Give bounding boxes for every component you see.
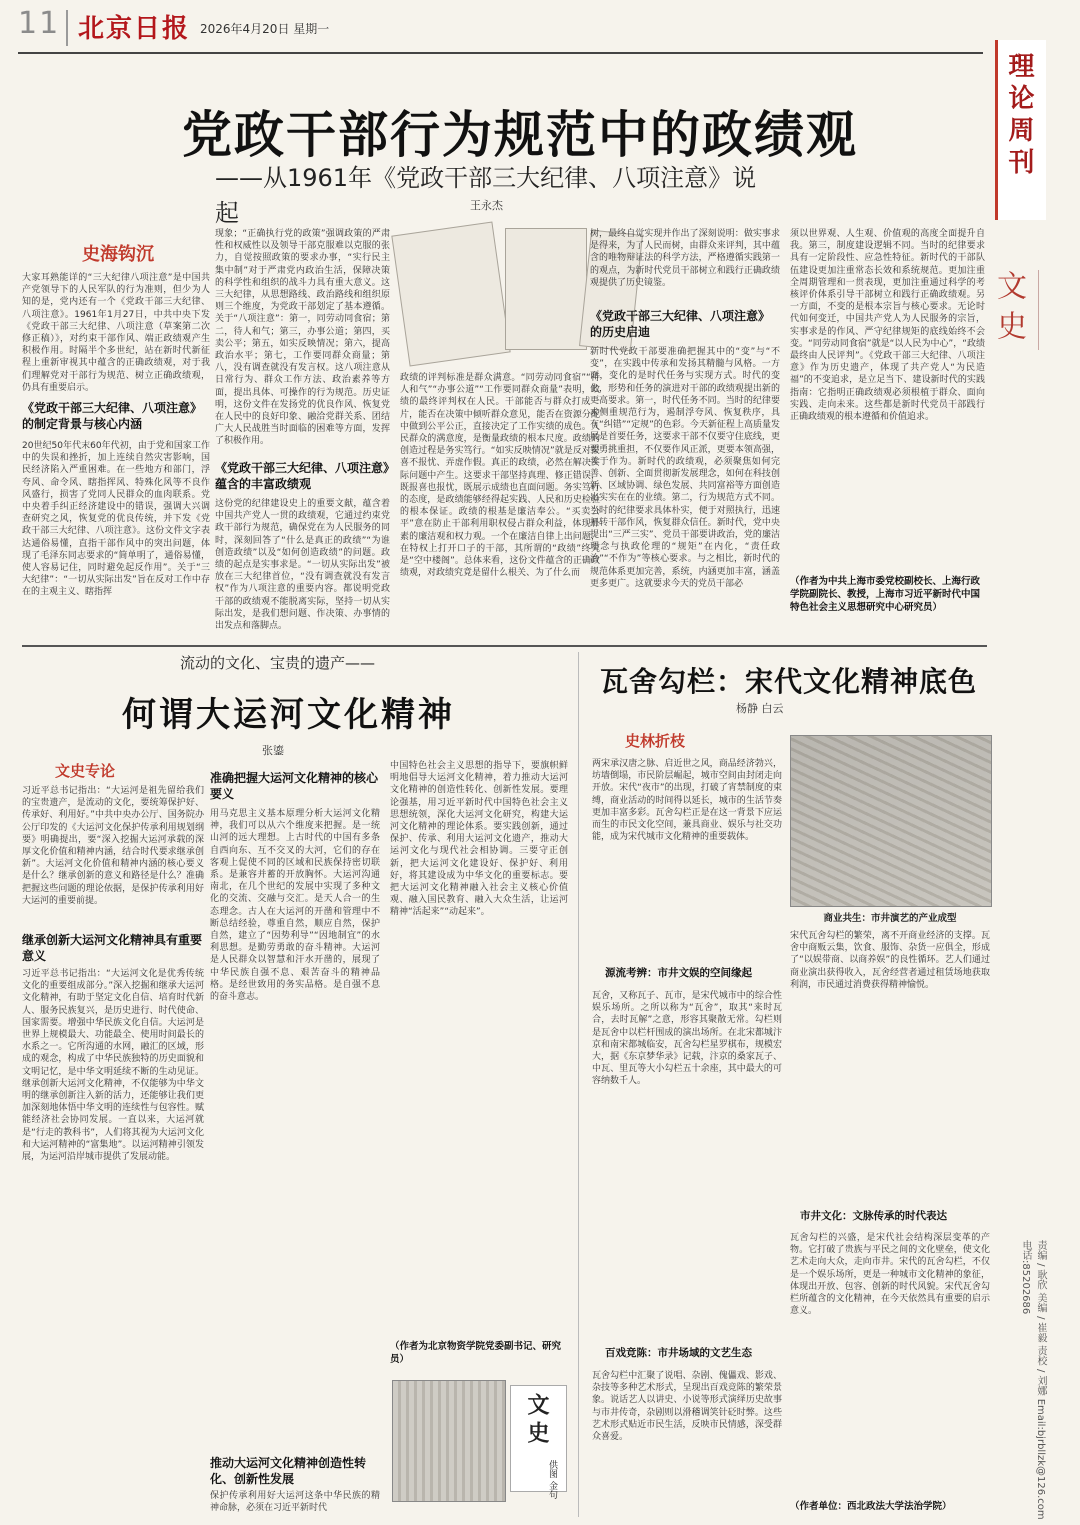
- section-divider: [22, 645, 987, 647]
- left-section-2-head: 准确把握大运河文化精神的核心要义: [210, 771, 379, 801]
- masthead-divider: [66, 10, 68, 46]
- wenshi-label: 文史: [524, 1393, 550, 1449]
- left-section-1-text: 习近平总书记指出：“大运河文化是优秀传统文化的重要组成部分。”深入挖掘和继承大运河文化精神，有助于坚定文化自信、培育时代新人、服务民族复兴，是历史进行、时代使命、国家需要。增强中华民族文化自信。大运河是世界上规模最大、功能最全、使用时间最长的水系之一。它所沟通的水网，融汇的区域，形成的观念，构成了中华民族独特的历史面貌和文明记忆，是中华文明延续不断的生动见证。继承创新大运河文化精神，不仅能够为中华文明的继承创新注入新的活力，还能够让我们更加深刻地体悟中华文明的连续性与包容性。赋能经济社会协同发展。一直以来，大运河就是“行走的教科书”，人们将其视为大运河文化和大运河精神的“富集地”。以运河精神引领发展，为运河沿岸城市提供了发展动能。: [22, 969, 204, 1163]
- right-section-4-head: 市井文化：文脉传承的时代表达: [800, 1210, 947, 1222]
- main-intro: 大家耳熟能详的“三大纪律八项注意”是中国共产党领导下的人民军队的行为准则，但少为人知的是，党内还有一个《党政干部三大纪律、八项注意》。1961年1月27日，中共中央下发《党政干部三大纪律、八项注意（草案第二次修正稿）》，对约束干部作风、端正政绩观产生积极作用。时隔半个多世纪，站在新时代新征程上重新审视其中蕴含的正确政绩观，对于我们理解党对干部行为规范、树立正确政绩观，仍具有重要启示。: [22, 273, 210, 393]
- right-section-2-text: 瓦舍勾栏中汇聚了说唱、杂剧、傀儡戏、影戏、杂技等多种艺术形式，呈现出百戏竞陈的繁荣景象。说话艺人以讲史、小说等形式演绎历史故事与市井传奇，杂剧则以滑稽调笑针砭时弊。这些艺术形式贴近市民生活，反映市民情感，深受群众喜爱。: [592, 1371, 782, 1443]
- right-section-2-head: 百戏竞陈：市井场域的文艺生态: [605, 1347, 752, 1359]
- left-column-tag: 文史专论: [55, 762, 116, 780]
- main-section-3-text: 新时代党政干部要准确把握其中的“变”与“不变”，在实践中传承和发扬其精髓与风格。一方面，变化的是时代任务与实现方式。时代的变化，形势和任务的演进对干部的政绩观提出新的更高要求。第一，时代任务不同。当时的纪律要求侧重规范行为，遏制浮夸风、恢复秩序，具有“纠错”“定规”的色彩。今天新征程上高质量发展是首要任务，这要求干部不仅要守住底线，更要勇挑重担，不仅要作风正派，更要本领高强，善于作为。新时代的政绩观，必须聚焦如何完善、创新、全面贯彻新发展理念，如何在科技创新、区域协调、绿色发展、共同富裕等方面创造出实实在在的业绩。第二，行为规范方式不同。当时的纪律要求具体朴实，便于对照执行，迅速扭转干部作风，恢复群众信任。新时代，党中央提出“三严三实”、党员干部要讲政治，党的廉洁理念与执政伦理的“规矩”在内化，“责任政治”“不作为”等核心要求。与之相比，新时代的规范体系更加完善，系统，内涵更加丰富，涵盖更多更广。这就要求今天的党员干部必: [590, 347, 780, 589]
- newspaper-brand: 北京日报: [78, 14, 191, 44]
- main-author: 王永杰: [470, 199, 503, 212]
- left-headline: 何谓大运河文化精神: [122, 695, 455, 735]
- issue-date: 2026年4月20日 星期一: [200, 22, 330, 36]
- right-section-4-text: 瓦舍勾栏的兴盛，是宋代社会结构深层变革的产物。它打破了贵族与平民之间的文化壁垒，使文化艺术走向大众，走向市井。宋代的瓦舍勾栏，不仅是一个娱乐场所，更是一种城市文化精神的象征，体现出开放、包容、创新的时代风貌。宋代瓦舍勾栏所蕴含的文化精神，在今天依然具有重要的启示意义。: [790, 1233, 990, 1317]
- main-headline: 党政干部行为规范中的政绩观: [182, 106, 858, 164]
- canal-street-photo: [392, 1380, 506, 1502]
- top-rule: [18, 52, 983, 54]
- main-col2-text: 现象；“正确执行党的政策”强调政策的严肃性和权威性以及领导干部克服难以克服的张力，自觉按照政策的要求办事，“实行民主集中制”对于严肃党内政治生活，保障决策的科学性和组织的战斗力具有重大意义。这三大纪律，从思想路线、政治路线和组织原则三个维度，为党政干部划定了基本遵循。关于“八项注意”：第一，同劳动同食宿；第二，待人和气；第三，办事公道；第四，买卖公平；第五，如实反映情况；第六，提高政治水平；第七，工作要同群众商量；第八，没有调查就没有发言权。这八项注意从日常行为、群众工作方法、政治素养等方面，提出具体、可操作的行为规范。历史证明，这份文件在发扬党的优良作风、恢复党在人民中的良好印象、融洽党群关系、团结广大人民战胜当时面临的困难等方面，发挥了积极作用。: [215, 229, 390, 447]
- main-col4-text: 树，最终自觉实现并作出了深刻说明：做实事求是得来，为了人民而树，由群众来评判，其中蕴含的唯物辩证法的科学方法，严格遵循实践第一的观点，为新时代党员干部树立和践行正确政绩观提供了历史镜鉴。: [590, 229, 780, 288]
- page-number: 11: [18, 6, 61, 41]
- right-column-tag: 史林折枝: [625, 732, 686, 750]
- right-author: 杨静 白云: [736, 702, 784, 715]
- photo-credit: 供图 金句: [547, 1460, 557, 1499]
- main-col3-text: 政绩的评判标准是群众满意。“同劳动同食宿”“待人和气”“办事公道”“工作要同群众商量”表明，政绩的最终评判权在人民。干部能否与群众打成一片，能否在决策中倾听群众意见，能否在资源分配中做到公平公正，直接决定了工作实绩的成色。人民群众的满意度，是衡量政绩的根本尺度。政绩的创造过程是务实笃行。“如实反映情况”就是反对报喜不报忧、弄虚作假。真正的政绩，必然在解决实际问题中产生。这要求干部坚持真理、修正错误，既报喜也报忧，既展示成绩也直面问题。务实笃行的态度，是政绩能够经得起实践、人民和历史检验的根本保证。政绩的根基是廉洁奉公。“买卖公平”意在防止干部利用职权侵占群众利益，体现朴素的廉洁观和权力观。一个在廉洁自律上出问题，在特权上打开口子的干部，其所谓的“政绩”终究是“空中楼阁”。总体来看，这份文件蕴含的正确政绩观，对政绩究竟是留什么根关、为了什么而: [400, 373, 600, 579]
- song-dynasty-painting: [790, 735, 992, 907]
- right-section-3-text: 宋代瓦舍勾栏的繁荣，离不开商业经济的支撑。瓦舍中商贩云集，饮食、服饰、杂货一应俱全，形成了“以娱带商、以商养娱”的良性循环。艺人们通过商业演出获得收入，瓦舍经营者通过租赁场地获取利润，市民通过消费获得精神愉悦。: [790, 931, 990, 990]
- main-section-1-text: 20世纪50年代末60年代初，由于党和国家工作中的失误和挫折，加上连续自然灾害影响，国民经济陷入严重困难。在一些地方和部门，浮夸风、命令风、瞎指挥风、特殊化风等不良作风盛行，损害了党同人民群众的血肉联系。党中央着手纠正经济建设中的错误，强调大兴调查研究之风，恢复党的优良传统，并下发《党政干部三大纪律、八项注意》。这份文件文字表达通俗易懂，直指干部作风中的突出问题，体现了毛泽东同志要求的“简单明了，通俗易懂，使人容易记住，同时避免起反作用”。关于“三大纪律”：“一切从实际出发”旨在反对工作中存在的主观主义、瞎指挥: [22, 441, 210, 598]
- left-author-note: （作者为北京物资学院党委副书记、研究员）: [390, 1341, 562, 1365]
- right-section-1-text: 瓦舍，又称瓦子、瓦市，是宋代城市中的综合性娱乐场所。之所以称为“瓦舍”，取其“来时瓦合，去时瓦解”之意，形容其聚散无常。勾栏则是瓦舍中以栏杆围成的演出场所。在北宋都城汴京和南宋都城临安，瓦舍勾栏星罗棋布，规模宏大，据《东京梦华录》记载，汴京的桑家瓦子、中瓦、里瓦等大小勾栏五十余座，其中最大的可容纳数千人。: [592, 991, 782, 1087]
- left-intro: 习近平总书记指出：“大运河是祖先留给我们的宝贵遗产，是流动的文化，要统筹保护好、传承好、利用好。”中共中央办公厅、国务院办公厅印发的《大运河文化保护传承利用规划纲要》明确提出，要“深入挖掘大运河承载的深厚文化价值和精神内涵，结合时代要求继承创新”。大运河文化价值和精神内涵的核心要义是什么？继承创新的意义和路径是什么？准确把握这些问题的理论依据，是保护传承利用好大运河的重要前提。: [22, 786, 204, 906]
- right-section-1-head: 源流考辨：市井文娱的空间缘起: [605, 967, 752, 979]
- left-section-3-text: 保护传承利用好大运河这条中华民族的精神命脉，必须在习近平新时代: [210, 1491, 380, 1514]
- left-author: 张鎏: [262, 744, 284, 757]
- right-intro: 两宋承汉唐之脉、启近世之风，商品经济勃兴，坊墙倒塌，市民阶层崛起，城市空间由封闭走向开放。宋代“夜市”的出现，打破了宵禁制度的束缚，商业活动的时间得以延长，城市的生活节奏更加丰富多彩。瓦舍勾栏正是在这一背景下应运而生的市民文化空间，兼具商业、娱乐与社交功能，成为宋代城市文化精神的重要载体。: [592, 759, 782, 843]
- left-col3-text: 中国特色社会主义思想的指导下，要旗帜鲜明地倡导大运河文化精神，着力推动大运河文化精神的创造性转化、创新性发展。要理论强基，用习近平新时代中国特色社会主义思想统领，深化大运河文化研究，构建大运河文化精神的理论体系。要实践创新，通过保护、传承、利用大运河文化遗产，推动大运河文化与现代社会相协调。三要守正创新，把大运河文化建设好、保护好、利用好，将其建设成为中华文化的重要标志。要把大运河文化精神融入社会主义核心价值观、融入国民教育、融入大众生活，让运河精神“活起来”“动起来”。: [390, 761, 568, 918]
- editor-credits: 责编 / 耿欣 美编 / 崔毅 责校 / 刘娜 Email:bjrbllzk@126.com 电话:85202686: [1020, 1240, 1046, 1520]
- main-section-2-head: 《党政干部三大纪律、八项注意》蕴含的丰富政绩观: [215, 461, 390, 491]
- document-photo-2: [505, 228, 587, 350]
- section-side-label: 文史: [991, 270, 1026, 350]
- left-kicker: 流动的文化、宝贵的遗产——: [180, 654, 376, 672]
- column-rule: [578, 652, 579, 1517]
- main-section-1-head: 《党政干部三大纪律、八项注意》的制定背景与核心内涵: [22, 401, 203, 431]
- main-subheadline: ——从1961年《党政干部三大纪律、八项注意》说起: [215, 164, 757, 227]
- right-author-note: （作者单位：西北政法大学法治学院）: [790, 1501, 952, 1512]
- main-column-tag: 史海钩沉: [82, 244, 154, 265]
- main-col5-text: 须以世界观、人生观、价值观的高度全面提升自我。第三，制度建设逻辑不同。当时的纪律要求具有一定阶段性、应急性特征。新时代的干部队伍建设更加注重常态长效和系统规范。更加注重全周期管理和一贯表现，更加注重通过科学的考核评价体系引导干部树立和践行正确政绩观。另一方面，不变的是根本宗旨与核心要求。无论时代如何变迁，中国共产党人为人民服务的宗旨，实事求是的作风、严守纪律规矩的底线始终不会变。“同劳动同食宿”就是“以人民为中心”，“政绩最终由人民评判”。《党政干部三大纪律、八项注意》作为历史遗产，体现了共产党人“为民造福”的不变追求，是立足当下、建设新时代的实践指南：它指明正确政绩观必须根植于群众、面向实践、走向未来。这些都是新时代党员干部践行正确政绩观的根本遵循和价值追求。: [790, 229, 985, 423]
- left-section-1-head: 继承创新大运河文化精神具有重要意义: [22, 933, 203, 963]
- main-author-note: （作者为中共上海市委党校副校长、上海行政学院副院长、教授，上海市习近平新时代中国特色社会主义思想研究中心研究员）: [790, 576, 981, 613]
- main-section-2-text: 这份党的纪律建设史上的重要文献，蕴含着中国共产党人一贯的政绩观，它通过约束党政干部行为规范，确保党在为人民服务的同时，深刻回答了“什么是真正的政绩”“为谁创造政绩”以及“如何创造政绩”的问题。政绩的起点是实事求是。“一切从实际出发”被放在三大纪律首位，“没有调查就没有发言权”作为八项注意的重要内容。都说明党政干部的政绩观不能脱离实际，坚持一切从实际出发，是我们想问题、作决策、办事情的出发点和落脚点。: [215, 499, 390, 632]
- left-section-2-text: 用马克思主义基本原理分析大运河文化精神，我们可以从六个维度来把握。是一统山河的远大理想。上古时代的中国有多条自西向东、互不交叉的大河，它们的存在客观上促使不同的区域和民族保持密切联系。是兼容并蓄的开放胸怀。大运河沟通南北，在几个世纪的发展中实现了多种文化的交流、交融与交汇。是天人合一的生态理念。古人在大运河的开凿和管理中不断总结经验，尊重自然，顺应自然，保护自然，建立了“因势利导”“因地制宜”的水利思想。是勤劳勇敢的奋斗精神。大运河是人民群众以智慧和汗水开凿的，展现了中华民族自强不息、艰苦奋斗的精神品格。是经世致用的务实品格。是自强不息的奋斗意志。: [210, 809, 380, 1003]
- left-section-3-head: 推动大运河文化精神创造性转化、创新性发展: [210, 1456, 367, 1486]
- section-ribbon-label: 理论周刊: [1004, 52, 1034, 180]
- side-rule: [1038, 270, 1039, 350]
- right-headline: 瓦舍勾栏：宋代文化精神底色: [600, 665, 978, 698]
- main-section-3-head: 《党政干部三大纪律、八项注意》的历史启迪: [590, 309, 771, 339]
- painting-caption: 商业共生：市井演艺的产业成型: [823, 913, 957, 924]
- document-photo-1: [391, 222, 510, 367]
